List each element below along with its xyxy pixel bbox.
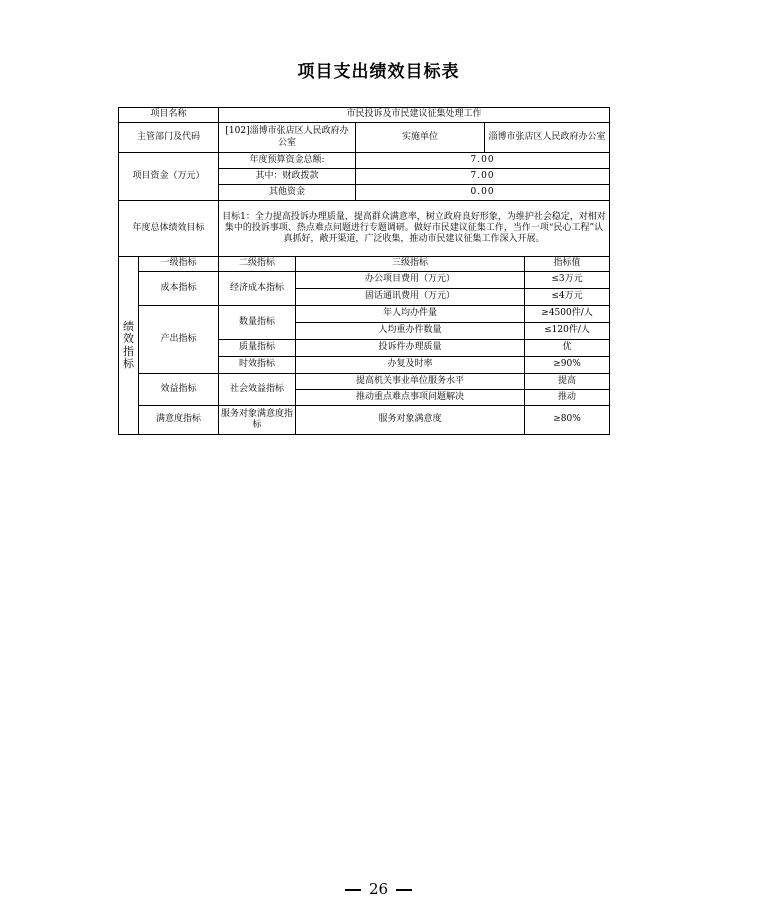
dept-label: 主管部门及代码 (119, 123, 219, 153)
indicator-value: ≤120件/人 (525, 323, 610, 340)
indicator-value: ≤4万元 (525, 289, 610, 306)
fiscal-allocation-label: 其中：财政拨款 (219, 169, 356, 185)
annual-goal-text: 目标1：全力提高投诉办理质量，提高群众满意率，树立政府良好形象，为维护社会稳定，对相对集中的投诉事项、热点难点问题进行专题调研。做好市民建议征集工作，当作一项“民心工程”认真抓好，敞开渠道，广泛收集，推动市民建议征集工作深入开展。 (219, 201, 610, 257)
fiscal-allocation-value: 7.00 (356, 169, 610, 185)
indicator-name: 人均重办件数量 (296, 323, 525, 340)
page-number (0, 880, 757, 898)
dept-value: [102]淄博市张店区人民政府办公室 (219, 123, 356, 153)
side-char: 效 (123, 332, 134, 346)
output-level1: 产出指标 (139, 306, 219, 374)
indicator-name: 办复及时率 (296, 357, 525, 374)
indicator-value: ≥90% (525, 357, 610, 374)
satisfaction-level1: 满意度指标 (139, 406, 219, 435)
indicator-value: 推动 (525, 390, 610, 406)
satisfaction-level2: 服务对象满意度指标 (219, 406, 296, 435)
project-name-label: 项目名称 (119, 108, 219, 123)
cost-level2: 经济成本指标 (219, 272, 296, 306)
funds-label: 项目资金（万元） (119, 153, 219, 201)
annual-budget-label: 年度预算资金总额: (219, 153, 356, 169)
indicators-side-label (119, 257, 139, 435)
indicator-value: ≥4500件/人 (525, 306, 610, 323)
other-funds-label: 其他资金 (219, 185, 356, 201)
performance-goal-table (118, 107, 610, 435)
page-number-text: 26 (368, 880, 389, 898)
indicator-value: 提高 (525, 374, 610, 390)
indicator-name: 固话通讯费用（万元） (296, 289, 525, 306)
indicator-value: ≤3万元 (525, 272, 610, 289)
side-char: 标 (123, 356, 134, 370)
benefit-level1: 效益指标 (139, 374, 219, 406)
header-level3: 三级指标 (296, 257, 525, 272)
indicator-name: 投诉件办理质量 (296, 340, 525, 357)
side-char: 指 (123, 344, 134, 358)
side-char: 绩 (123, 320, 134, 334)
project-name-value: 市民投诉及市民建议征集处理工作 (219, 108, 610, 123)
indicator-name: 办公项目费用（万元） (296, 272, 525, 289)
impl-unit-label: 实施单位 (356, 123, 485, 153)
annual-goal-label: 年度总体绩效目标 (119, 201, 219, 257)
indicator-value: 优 (525, 340, 610, 357)
dash-right (396, 889, 412, 891)
header-level2: 二级指标 (219, 257, 296, 272)
timeliness-level2: 时效指标 (219, 357, 296, 374)
indicator-name: 服务对象满意度 (296, 406, 525, 435)
quantity-level2: 数量指标 (219, 306, 296, 340)
indicator-value: ≥80% (525, 406, 610, 435)
impl-unit-value: 淄博市张店区人民政府办公室 (485, 123, 610, 153)
benefit-level2: 社会效益指标 (219, 374, 296, 406)
cost-level1: 成本指标 (139, 272, 219, 306)
page-title: 项目支出绩效目标表 (297, 62, 460, 82)
header-level1: 一级指标 (139, 257, 219, 272)
indicator-name: 推动重点难点事项问题解决 (296, 390, 525, 406)
quality-level2: 质量指标 (219, 340, 296, 357)
dash-left (345, 889, 361, 891)
other-funds-value: 0.00 (356, 185, 610, 201)
header-value: 指标值 (525, 257, 610, 272)
indicator-name: 提高机关事业单位服务水平 (296, 374, 525, 390)
indicator-name: 年人均办件量 (296, 306, 525, 323)
annual-budget-value: 7.00 (356, 153, 610, 169)
